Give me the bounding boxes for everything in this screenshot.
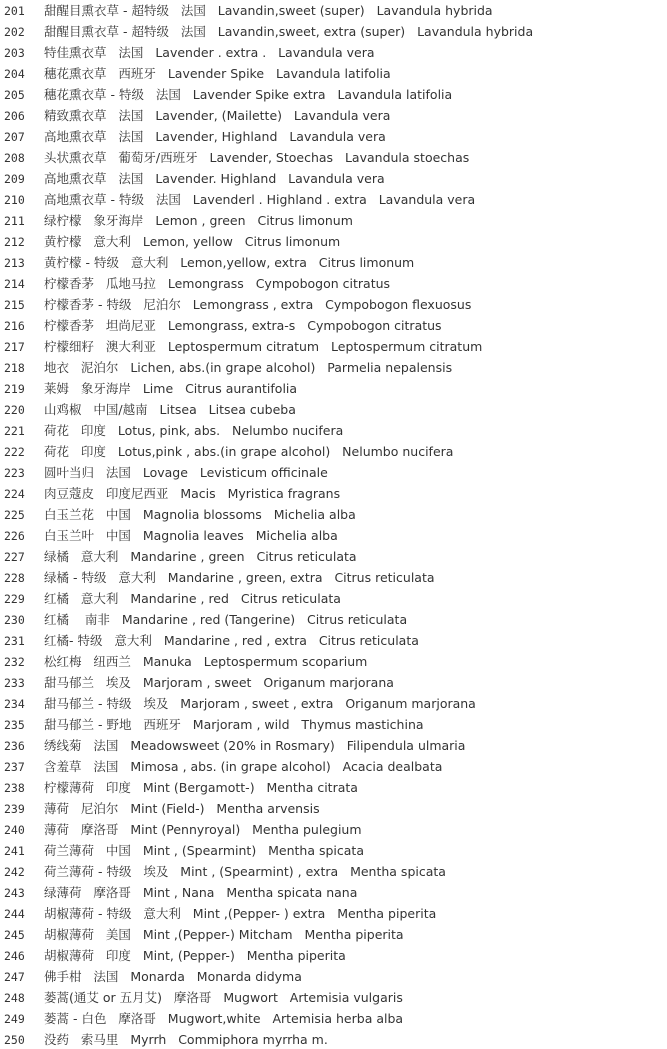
row-number: 205	[4, 88, 25, 102]
list-item	[4, 840, 364, 861]
row-text: 甜马郁兰 埃及 Marjoram , sweet Origanum marjorana	[44, 675, 394, 690]
row-number: 217	[4, 340, 25, 354]
row-text: 胡椒薄荷 美国 Mint ,(Pepper-) Mitcham Mentha piperita	[44, 927, 404, 942]
row-number: 229	[4, 592, 25, 606]
row-number: 233	[4, 676, 25, 690]
row-number: 203	[4, 46, 25, 60]
row-number: 242	[4, 865, 25, 879]
list-item	[4, 252, 414, 273]
row-number: 212	[4, 235, 25, 249]
row-text: 含羞草 法国 Mimosa , abs. (in grape alcohol) Acacia dealbata	[44, 759, 443, 774]
row-number: 225	[4, 508, 25, 522]
row-number: 250	[4, 1033, 25, 1047]
list-item	[4, 546, 357, 567]
row-text: 荷兰薄荷 - 特级 埃及 Mint , (Spearmint) , extra Mentha spicata	[44, 864, 446, 879]
row-number: 226	[4, 529, 25, 543]
row-number: 230	[4, 613, 25, 627]
row-number: 248	[4, 991, 25, 1005]
row-text: 柠檬香茅 瓜地马拉 Lemongrass Cympobogon citratus	[44, 276, 391, 291]
list-item	[4, 126, 386, 147]
list-item	[4, 336, 482, 357]
list-item	[4, 819, 362, 840]
row-number: 222	[4, 445, 25, 459]
row-text: 高地熏衣草 法国 Lavender, Highland Lavandula vera	[44, 129, 386, 144]
row-text: 薄荷 尼泊尔 Mint (Field-) Mentha arvensis	[44, 801, 320, 816]
list-item	[4, 273, 390, 294]
row-number: 216	[4, 319, 25, 333]
row-number: 208	[4, 151, 25, 165]
list-item	[4, 483, 340, 504]
list-item	[4, 903, 436, 924]
list-item	[4, 231, 340, 252]
row-text: 黄柠檬 - 特级 意大利 Lemon,yellow, extra Citrus limonum	[44, 255, 415, 270]
row-text: 头状熏衣草 葡萄牙/西班牙 Lavender, Stoechas Lavandula stoechas	[44, 150, 470, 165]
list-item	[4, 756, 442, 777]
row-text: 白玉兰叶 中国 Magnolia leaves Michelia alba	[44, 528, 338, 543]
row-number: 227	[4, 550, 25, 564]
row-text: 山鸡椒 中国/越南 Litsea Litsea cubeba	[44, 402, 296, 417]
list-item	[4, 21, 533, 42]
row-number: 245	[4, 928, 25, 942]
row-number: 232	[4, 655, 25, 669]
row-number: 231	[4, 634, 25, 648]
row-text: 圆叶当归 法国 Lovage Levisticum officinale	[44, 465, 328, 480]
list-item	[4, 777, 358, 798]
row-text: 肉豆蔻皮 印度尼西亚 Macis Myristica fragrans	[44, 486, 341, 501]
list-item	[4, 1008, 403, 1029]
row-text: 蒌蒿 - 白色 摩洛哥 Mugwort,white Artemisia herba alba	[44, 1011, 404, 1026]
row-number: 236	[4, 739, 25, 753]
row-number: 211	[4, 214, 25, 228]
list-item	[4, 882, 357, 903]
list-item	[4, 567, 435, 588]
list-item	[4, 399, 296, 420]
row-text: 甜醒目熏衣草 - 超特级 法国 Lavandin,sweet (super) Lavandula hybrida	[44, 3, 493, 18]
row-text: 柠檬细籽 澳大利亚 Leptospermum citratum Leptospermum citratum	[44, 339, 483, 354]
row-text: 红橘 意大利 Mandarine , red Citrus reticulata	[44, 591, 341, 606]
row-text: 柠檬香茅 坦尚尼亚 Lemongrass, extra-s Cympobogon citratus	[44, 318, 442, 333]
row-text: 甜马郁兰 - 野地 西班牙 Marjoram , wild Thymus mastichina	[44, 717, 424, 732]
row-number: 238	[4, 781, 25, 795]
row-number: 239	[4, 802, 25, 816]
list-item	[4, 588, 341, 609]
row-text: 佛手柑 法国 Monarda Monarda didyma	[44, 969, 302, 984]
list-item	[4, 420, 343, 441]
list-item	[4, 630, 419, 651]
list-item	[4, 693, 476, 714]
row-number: 213	[4, 256, 25, 270]
list-item	[4, 294, 471, 315]
list-item	[4, 462, 328, 483]
row-number: 207	[4, 130, 25, 144]
row-text: 蒌蒿(通艾 or 五月艾) 摩洛哥 Mugwort Artemisia vulgaris	[44, 990, 403, 1005]
list-item	[4, 378, 297, 399]
list-item	[4, 735, 465, 756]
row-number: 204	[4, 67, 25, 81]
row-number: 234	[4, 697, 25, 711]
row-number: 218	[4, 361, 25, 375]
list-item	[4, 42, 375, 63]
row-number: 235	[4, 718, 25, 732]
row-text: 甜马郁兰 - 特级 埃及 Marjoram , sweet , extra Origanum marjorana	[44, 696, 476, 711]
list-item	[4, 63, 391, 84]
row-text: 精致熏衣草 法国 Lavender, (Mailette) Lavandula vera	[44, 108, 391, 123]
row-text: 柠檬香茅 - 特级 尼泊尔 Lemongrass , extra Cympobogon flexuosus	[44, 297, 472, 312]
row-text: 绿柠檬 象牙海岸 Lemon , green Citrus limonum	[44, 213, 353, 228]
row-number: 202	[4, 25, 25, 39]
list-item	[4, 924, 404, 945]
row-number: 209	[4, 172, 25, 186]
row-text: 穗花熏衣草 - 特级 法国 Lavender Spike extra Lavandula latifolia	[44, 87, 453, 102]
list-item	[4, 105, 390, 126]
row-text: 地衣 泥泊尔 Lichen, abs.(in grape alcohol) Parmelia nepalensis	[44, 360, 453, 375]
row-text: 柠檬薄荷 印度 Mint (Bergamott-) Mentha citrata	[44, 780, 358, 795]
row-text: 薄荷 摩洛哥 Mint (Pennyroyal) Mentha pulegium	[44, 822, 362, 837]
list-item	[4, 672, 394, 693]
list-item	[4, 504, 356, 525]
list-item	[4, 147, 469, 168]
row-number: 241	[4, 844, 25, 858]
list-item	[4, 525, 338, 546]
row-text: 绣线菊 法国 Meadowsweet (20% in Rosmary) Filipendula ulmaria	[44, 738, 466, 753]
list-item	[4, 84, 452, 105]
row-text: 高地熏衣草 - 特级 法国 Lavenderl . Highland . extra Lavandula vera	[44, 192, 476, 207]
row-text: 绿橘 意大利 Mandarine , green Citrus reticulata	[44, 549, 357, 564]
list-item	[4, 945, 346, 966]
list-item	[4, 210, 353, 231]
row-text: 胡椒薄荷 - 特级 意大利 Mint ,(Pepper- ) extra Mentha piperita	[44, 906, 437, 921]
row-number: 220	[4, 403, 25, 417]
row-text: 红橘 南非 Mandarine , red (Tangerine) Citrus reticulata	[44, 612, 408, 627]
list-item	[4, 987, 403, 1008]
row-number: 201	[4, 4, 25, 18]
list-item	[4, 966, 302, 987]
row-text: 穗花熏衣草 西班牙 Lavender Spike Lavandula latifolia	[44, 66, 391, 81]
list-item	[4, 714, 424, 735]
row-number: 237	[4, 760, 25, 774]
list-item	[4, 168, 385, 189]
row-number: 223	[4, 466, 25, 480]
row-text: 黄柠檬 意大利 Lemon, yellow Citrus limonum	[44, 234, 341, 249]
list-item	[4, 315, 442, 336]
row-text: 绿薄荷 摩洛哥 Mint , Nana Mentha spicata nana	[44, 885, 358, 900]
row-text: 绿橘 - 特级 意大利 Mandarine , green, extra Citrus reticulata	[44, 570, 435, 585]
row-number: 210	[4, 193, 25, 207]
row-number: 244	[4, 907, 25, 921]
row-number: 215	[4, 298, 25, 312]
row-number: 214	[4, 277, 25, 291]
row-text: 胡椒薄荷 印度 Mint, (Pepper-) Mentha piperita	[44, 948, 346, 963]
row-number: 249	[4, 1012, 25, 1026]
row-text: 荷兰薄荷 中国 Mint , (Spearmint) Mentha spicata	[44, 843, 364, 858]
row-text: 莱姆 象牙海岸 Lime Citrus aurantifolia	[44, 381, 298, 396]
list-item	[4, 1029, 328, 1049]
list-item	[4, 189, 475, 210]
list-item	[4, 0, 493, 21]
row-text: 甜醒目熏衣草 - 超特级 法国 Lavandin,sweet, extra (super) Lavandula hybrida	[44, 24, 534, 39]
row-text: 红橘- 特级 意大利 Mandarine , red , extra Citrus reticulata	[44, 633, 419, 648]
row-text: 荷花 印度 Lotus,pink , abs.(in grape alcohol) Nelumbo nucifera	[44, 444, 454, 459]
row-number: 246	[4, 949, 25, 963]
row-text: 荷花 印度 Lotus, pink, abs. Nelumbo nucifera	[44, 423, 344, 438]
row-number: 247	[4, 970, 25, 984]
list-item	[4, 357, 452, 378]
row-number: 221	[4, 424, 25, 438]
list-item	[4, 798, 320, 819]
row-number: 240	[4, 823, 25, 837]
row-number: 243	[4, 886, 25, 900]
row-text: 松红梅 纽西兰 Manuka Leptospermum scoparium	[44, 654, 368, 669]
row-number: 206	[4, 109, 25, 123]
row-number: 228	[4, 571, 25, 585]
list-item	[4, 441, 453, 462]
list-item	[4, 609, 407, 630]
row-number: 224	[4, 487, 25, 501]
row-text: 没药 索马里 Myrrh Commiphora myrrha m.	[44, 1032, 328, 1047]
row-text: 特佳熏衣草 法国 Lavender . extra . Lavandula vera	[44, 45, 375, 60]
list-item	[4, 861, 446, 882]
row-text: 白玉兰花 中国 Magnolia blossoms Michelia alba	[44, 507, 356, 522]
row-number: 219	[4, 382, 25, 396]
list-item	[4, 651, 367, 672]
row-text: 高地熏衣草 法国 Lavender. Highland Lavandula vera	[44, 171, 385, 186]
